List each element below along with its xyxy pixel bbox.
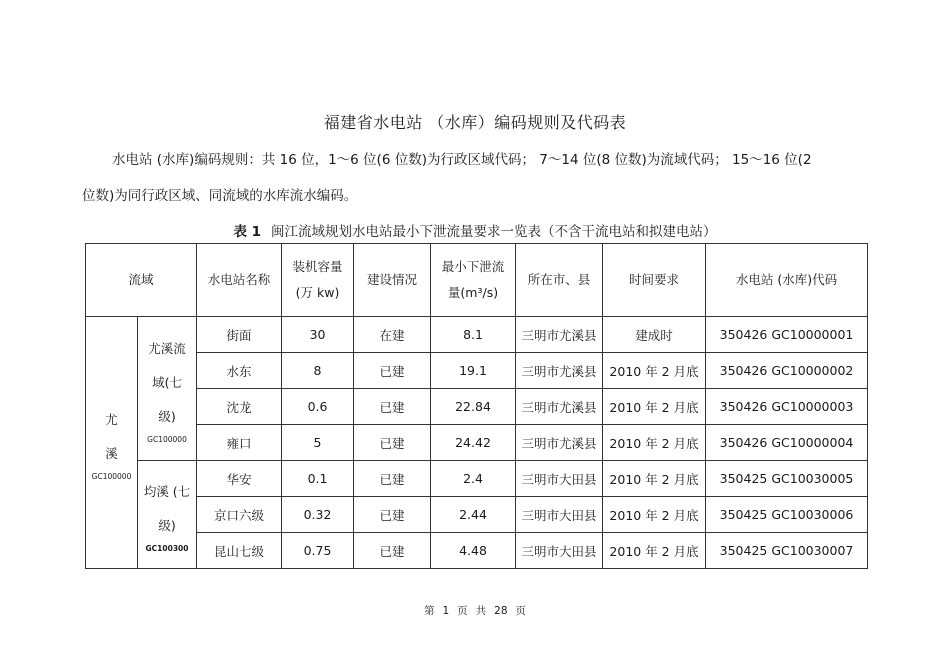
header-min-flow-line1: 最小下泄流 <box>441 259 505 274</box>
sub-basin-1-line1: 尤溪流 <box>148 340 186 356</box>
cell-capacity: 0.75 <box>282 533 354 569</box>
cell-time-requirement: 2010 年 2 月底 <box>603 425 706 461</box>
sub-basin-1-line3: 级) <box>158 408 176 424</box>
cell-status: 已建 <box>354 533 431 569</box>
page-footer <box>0 603 950 618</box>
cell-station-name: 华安 <box>197 461 282 497</box>
cell-station-name: 昆山七级 <box>197 533 282 569</box>
encoding-rule-line-2: 位数)为同行政区域、同流域的水库流水编码。 <box>82 188 358 204</box>
cell-location: 三明市尤溪县 <box>516 317 603 353</box>
cell-min-flow: 2.44 <box>431 497 516 533</box>
cell-capacity: 0.6 <box>282 389 354 425</box>
table-row <box>86 353 868 389</box>
basin-main-code: GC100000 <box>91 471 132 481</box>
header-capacity <box>282 244 354 317</box>
cell-min-flow: 2.4 <box>431 461 516 497</box>
cell-location: 三明市尤溪县 <box>516 353 603 389</box>
header-capacity-line2: (万 kw) <box>295 285 340 300</box>
cell-station-code: 350425 GC10030006 <box>706 497 868 533</box>
cell-status: 已建 <box>354 353 431 389</box>
table-caption-number: 表 1 <box>233 224 262 240</box>
cell-status: 已建 <box>354 389 431 425</box>
table-caption-text: 闽江流域规划水电站最小下泄流量要求一览表（不含干流电站和拟建电站） <box>271 224 717 240</box>
cell-capacity: 5 <box>282 425 354 461</box>
table-row <box>86 533 868 569</box>
table-row <box>86 389 868 425</box>
basin-main-line2: 溪 <box>105 445 118 461</box>
header-station-name: 水电站名称 <box>197 244 282 317</box>
footer-text-3: 共 <box>475 605 487 617</box>
table-caption <box>0 220 950 240</box>
cell-station-code: 350426 GC10000004 <box>706 425 868 461</box>
cell-capacity: 0.1 <box>282 461 354 497</box>
cell-min-flow: 24.42 <box>431 425 516 461</box>
header-time-requirement: 时间要求 <box>603 244 706 317</box>
cell-min-flow: 4.48 <box>431 533 516 569</box>
cell-station-code: 350425 GC10030005 <box>706 461 868 497</box>
cell-location: 三明市尤溪县 <box>516 425 603 461</box>
cell-capacity: 8 <box>282 353 354 389</box>
sub-basin-2-line1: 均溪 (七 <box>143 483 191 499</box>
cell-time-requirement: 2010 年 2 月底 <box>603 497 706 533</box>
sub-basin-1-cell <box>138 317 197 461</box>
basin-main-line1: 尤 <box>105 411 118 427</box>
cell-time-requirement: 2010 年 2 月底 <box>603 461 706 497</box>
cell-time-requirement: 2010 年 2 月底 <box>603 389 706 425</box>
cell-location: 三明市尤溪县 <box>516 389 603 425</box>
cell-status: 已建 <box>354 461 431 497</box>
header-capacity-line1: 装机容量 <box>292 259 343 274</box>
encoding-rule-line-1: 水电站 (水库)编码规则：共 16 位，1～6 位(6 位数)为行政区域代码； 7～14 位(8 位数)为流域代码； 15～16 位(2 <box>112 152 812 168</box>
sub-basin-2-cell <box>138 461 197 569</box>
table-row <box>86 497 868 533</box>
cell-min-flow: 22.84 <box>431 389 516 425</box>
header-station-code: 水电站 (水库)代码 <box>706 244 868 317</box>
header-basin: 流域 <box>86 244 197 317</box>
table-row <box>86 425 868 461</box>
cell-time-requirement: 2010 年 2 月底 <box>603 533 706 569</box>
cell-station-name: 沈龙 <box>197 389 282 425</box>
cell-station-name: 京口六级 <box>197 497 282 533</box>
table-row <box>86 317 868 353</box>
footer-text-2: 页 <box>457 605 468 617</box>
cell-station-code: 350425 GC10030007 <box>706 533 868 569</box>
cell-location: 三明市大田县 <box>516 533 603 569</box>
cell-time-requirement: 2010 年 2 月底 <box>603 353 706 389</box>
cell-min-flow: 19.1 <box>431 353 516 389</box>
sub-basin-1-code: GC100000 <box>147 434 187 444</box>
footer-text-1: 第 <box>423 605 435 617</box>
table-header-row <box>86 244 868 317</box>
hydropower-station-table <box>85 243 868 569</box>
cell-status: 已建 <box>354 497 431 533</box>
sub-basin-1-line2: 域(七 <box>152 374 182 390</box>
cell-capacity: 30 <box>282 317 354 353</box>
cell-station-name: 街面 <box>197 317 282 353</box>
header-min-flow <box>431 244 516 317</box>
footer-text-4: 页 <box>515 605 527 617</box>
header-location: 所在市、县 <box>516 244 603 317</box>
sub-basin-2-code: GC100300 <box>145 543 189 553</box>
cell-capacity: 0.32 <box>282 497 354 533</box>
cell-time-requirement: 建成时 <box>603 317 706 353</box>
cell-min-flow: 8.1 <box>431 317 516 353</box>
table-row <box>86 461 868 497</box>
cell-station-name: 水东 <box>197 353 282 389</box>
cell-status: 在建 <box>354 317 431 353</box>
cell-station-code: 350426 GC10000003 <box>706 389 868 425</box>
header-status: 建设情况 <box>354 244 431 317</box>
page-title: 福建省水电站 （水库）编码规则及代码表 <box>323 113 627 132</box>
sub-basin-2-line2: 级) <box>158 517 176 533</box>
footer-page-number: 1 <box>442 605 450 617</box>
footer-total-pages: 28 <box>494 605 508 617</box>
cell-status: 已建 <box>354 425 431 461</box>
cell-station-code: 350426 GC10000002 <box>706 353 868 389</box>
cell-location: 三明市大田县 <box>516 461 603 497</box>
cell-station-code: 350426 GC10000001 <box>706 317 868 353</box>
cell-station-name: 雍口 <box>197 425 282 461</box>
cell-location: 三明市大田县 <box>516 497 603 533</box>
header-min-flow-line2: 量(m³/s) <box>447 285 499 300</box>
basin-main-cell <box>86 317 138 569</box>
